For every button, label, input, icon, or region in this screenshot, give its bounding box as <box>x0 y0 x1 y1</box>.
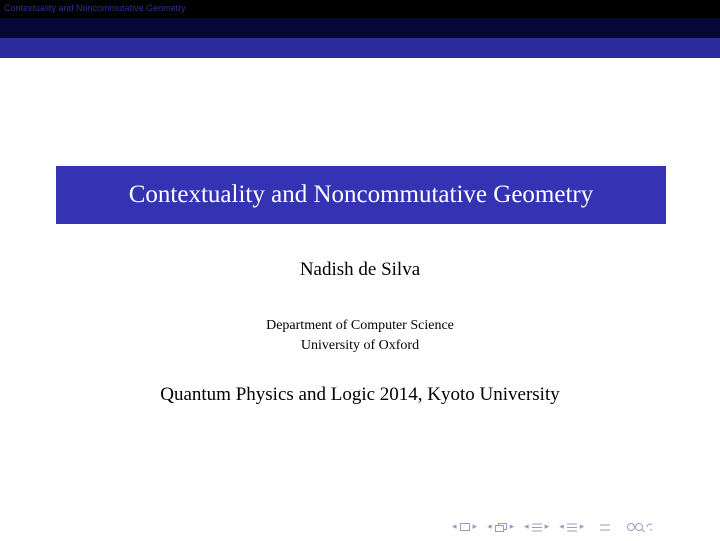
header-band-dark <box>0 18 720 38</box>
arrow-right-icon[interactable]: ▸ <box>509 522 515 532</box>
institution-department: Department of Computer Science <box>266 318 454 333</box>
arrow-right-icon[interactable]: ▸ <box>579 522 585 532</box>
arrow-left-icon[interactable]: ◂ <box>524 522 529 532</box>
headline-bar <box>0 0 720 18</box>
title-box <box>56 166 666 224</box>
frame-icon[interactable] <box>460 523 470 531</box>
arrow-left-icon[interactable]: ◂ <box>559 522 564 532</box>
arrow-right-icon[interactable]: ▸ <box>544 522 550 532</box>
header-band-blue <box>0 38 720 58</box>
navigation-symbols <box>452 520 652 534</box>
section-icon[interactable] <box>567 523 577 532</box>
event-name: Quantum Physics and Logic 2014, Kyoto University <box>160 384 560 405</box>
running-title: Contextuality and Noncommutative Geometry <box>4 3 186 13</box>
arrow-left-icon[interactable]: ◂ <box>487 522 492 532</box>
institution-university: University of Oxford <box>300 338 420 353</box>
arrow-left-icon[interactable]: ◂ <box>452 522 457 532</box>
slide-title: Contextuality and Noncommutative Geometry <box>128 181 594 208</box>
align-icon[interactable] <box>600 523 610 532</box>
search-icon[interactable] <box>626 522 652 532</box>
section-icon[interactable] <box>532 523 542 532</box>
arrow-right-icon[interactable]: ▸ <box>472 522 478 532</box>
author-name: Nadish de Silva <box>299 259 421 280</box>
subsection-icon[interactable] <box>495 523 507 532</box>
